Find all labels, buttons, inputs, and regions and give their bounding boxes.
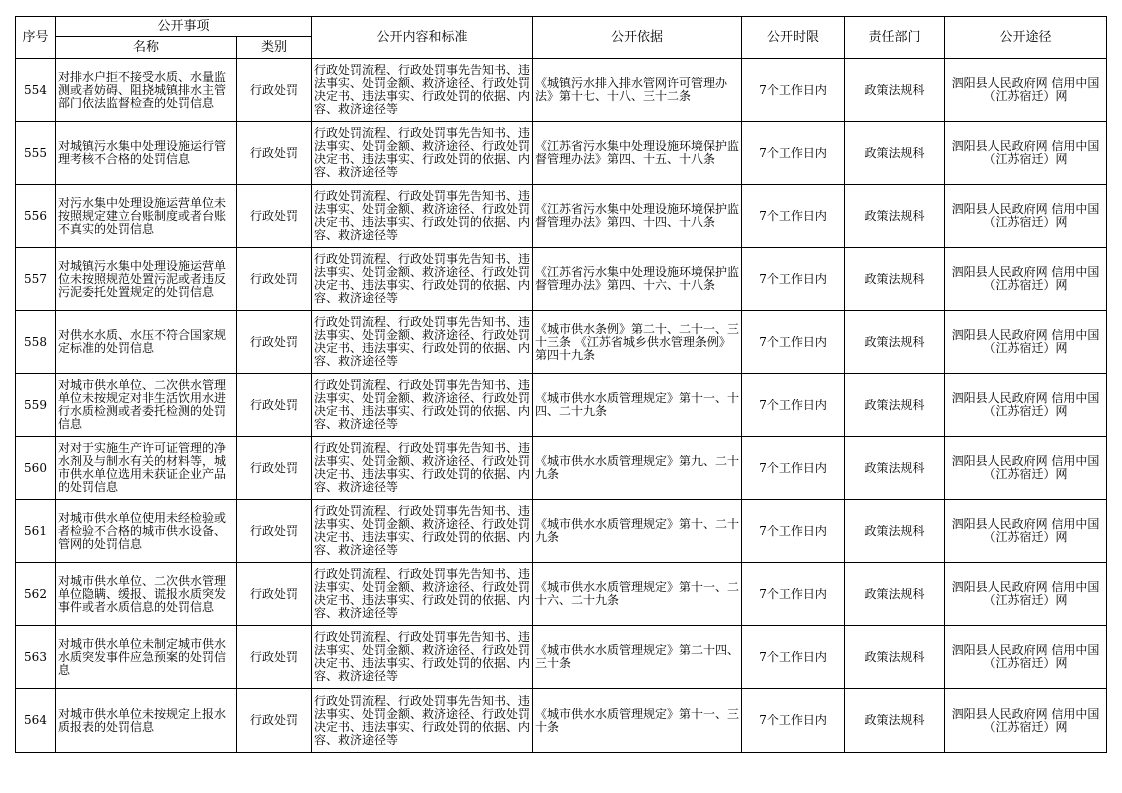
item-content [312,59,533,122]
item-basis [533,311,742,374]
item-channel [945,59,1107,122]
item-category [237,437,312,500]
row-number-text: 558 [24,335,47,349]
row-number [16,626,56,689]
item-channel-text: 泗阳县人民政府网 信用中国（江苏宿迁）网 [951,329,1100,355]
item-name [56,248,237,311]
item-category-text: 行政处罚 [250,650,299,664]
item-name-text: 对城市供水单位未按规定上报水质报表的处罚信息 [58,707,227,734]
item-content-text: 行政处罚流程、行政处罚事先告知书、违法事实、处罚金额、救济途径、行政处罚决定书、违法事实、行政处罚的依据、内容、救济途径等 [314,379,531,431]
header-channel: 公开途径 [945,17,1107,59]
item-channel [945,626,1107,689]
item-channel-text: 泗阳县人民政府网 信用中国（江苏宿迁）网 [951,644,1100,670]
item-content-text: 行政处罚流程、行政处罚事先告知书、违法事实、处罚金额、救济途径、行政处罚决定书、违法事实、行政处罚的依据、内容、救济途径等 [314,694,531,747]
row-number-text: 556 [24,209,47,223]
item-department [845,311,945,374]
item-time-limit-text: 7个工作日内 [759,650,827,664]
row-number [16,374,56,437]
item-content [312,689,533,753]
item-content-text: 行政处罚流程、行政处罚事先告知书、违法事实、处罚金额、救济途径、行政处罚决定书、违法事实、行政处罚的依据、内容、救济途径等 [314,316,531,368]
row-number-text: 564 [24,714,47,727]
item-name-text: 对城市供水单位使用未经检验或者检验不合格的城市供水设备、管网的处罚信息 [58,511,227,551]
table-body [16,59,1107,753]
row-number-text: 563 [24,650,47,664]
item-basis-text: 《城市供水水质管理规定》第十一、十四、二十九条 [535,392,740,418]
item-content-text: 行政处罚流程、行政处罚事先告知书、违法事实、处罚金额、救济途径、行政处罚决定书、违法事实、行政处罚的依据、内容、救济途径等 [314,505,531,557]
table-row [16,500,1107,563]
item-content-text: 行政处罚流程、行政处罚事先告知书、违法事实、处罚金额、救济途径、行政处罚决定书、违法事实、行政处罚的依据、内容、救济途径等 [314,127,531,179]
table-row [16,59,1107,122]
item-category [237,374,312,437]
item-channel [945,248,1107,311]
header-public-item: 公开事项 [56,17,312,37]
item-basis [533,59,742,122]
item-department [845,122,945,185]
item-category-text: 行政处罚 [250,146,299,160]
item-content [312,185,533,248]
item-department [845,437,945,500]
item-channel-text: 泗阳县人民政府网 信用中国（江苏宿迁）网 [951,266,1100,292]
header-basis: 公开依据 [533,17,742,59]
item-department [845,59,945,122]
item-time-limit-text: 7个工作日内 [759,83,827,97]
item-time-limit-text: 7个工作日内 [759,714,827,727]
item-department-text: 政策法规科 [864,272,925,286]
item-content-text: 行政处罚流程、行政处罚事先告知书、违法事实、处罚金额、救济途径、行政处罚决定书、违法事实、行政处罚的依据、内容、救济途径等 [314,253,531,305]
item-time-limit [742,689,845,753]
item-time-limit-text: 7个工作日内 [759,398,827,412]
item-department-text: 政策法规科 [864,587,925,601]
row-number [16,185,56,248]
item-name [56,437,237,500]
item-channel-text: 泗阳县人民政府网 信用中国（江苏宿迁）网 [951,581,1100,607]
header-content: 公开内容和标准 [312,17,533,59]
item-basis [533,626,742,689]
item-channel [945,437,1107,500]
item-basis-text: 《城镇污水排入排水管网许可管理办法》第十七、十八、三十二条 [535,77,728,103]
table-row [16,437,1107,500]
item-name [56,185,237,248]
row-number-text: 559 [24,398,47,412]
item-time-limit-text: 7个工作日内 [759,524,827,538]
item-time-limit [742,248,845,311]
item-category [237,248,312,311]
table-row [16,248,1107,311]
item-channel-text: 泗阳县人民政府网 信用中国（江苏宿迁）网 [951,140,1100,166]
item-category-text: 行政处罚 [250,209,299,223]
item-channel [945,311,1107,374]
item-time-limit [742,311,845,374]
item-time-limit [742,122,845,185]
table-row [16,311,1107,374]
item-basis [533,563,742,626]
item-department [845,185,945,248]
item-category-text: 行政处罚 [250,398,299,412]
item-basis-text: 《城市供水水质管理规定》第二十四、三十条 [535,644,740,670]
item-basis [533,248,742,311]
item-category-text: 行政处罚 [250,461,299,475]
item-content [312,122,533,185]
row-number [16,500,56,563]
item-department [845,500,945,563]
item-category-text: 行政处罚 [250,83,299,97]
row-number-text: 554 [24,83,47,97]
header-seq: 序号 [16,17,56,59]
item-basis [533,122,742,185]
item-department-text: 政策法规科 [864,714,925,727]
item-channel [945,374,1107,437]
item-category [237,563,312,626]
item-time-limit [742,626,845,689]
item-content [312,500,533,563]
item-category-text: 行政处罚 [250,272,299,286]
item-time-limit-text: 7个工作日内 [759,335,827,349]
row-number-text: 560 [24,461,47,475]
row-number [16,563,56,626]
item-name-text: 对供水水质、水压不符合国家规定标准的处罚信息 [58,329,227,355]
item-category-text: 行政处罚 [250,587,299,601]
item-department [845,248,945,311]
item-basis-text: 《江苏省污水集中处理设施环境保护监督管理办法》第四、十四、十八条 [535,203,740,229]
item-name-text: 对城市供水单位、二次供水管理单位未按规定对非生活饮用水进行水质检测或者委托检测的处罚信息 [58,379,227,431]
item-name-text: 对城市供水单位未制定城市供水水质突发事件应急预案的处罚信息 [58,637,227,677]
row-number [16,122,56,185]
item-department-text: 政策法规科 [864,335,925,349]
table-row [16,563,1107,626]
item-content-text: 行政处罚流程、行政处罚事先告知书、违法事实、处罚金额、救济途径、行政处罚决定书、违法事实、行政处罚的依据、内容、救济途径等 [314,64,531,116]
item-name [56,500,237,563]
item-name [56,689,237,753]
item-category [237,311,312,374]
item-name [56,626,237,689]
item-basis-text: 《城市供水水质管理规定》第九、二十九条 [535,455,740,481]
table-row [16,374,1107,437]
item-basis-text: 《江苏省污水集中处理设施环境保护监督管理办法》第四、十六、十八条 [535,266,740,292]
item-channel-text: 泗阳县人民政府网 信用中国（江苏宿迁）网 [951,203,1100,229]
item-channel-text: 泗阳县人民政府网 信用中国（江苏宿迁）网 [951,707,1100,734]
item-category [237,185,312,248]
header-time-limit: 公开时限 [742,17,845,59]
item-name [56,374,237,437]
row-number [16,689,56,753]
disclosure-table [15,16,1107,753]
item-channel [945,689,1107,753]
item-time-limit-text: 7个工作日内 [759,587,827,601]
item-channel [945,122,1107,185]
item-channel [945,500,1107,563]
table-row [16,689,1107,753]
item-name-text: 对城市供水单位、二次供水管理单位隐瞒、缓报、谎报水质突发事件或者水质信息的处罚信息 [58,574,227,614]
row-number [16,248,56,311]
item-name [56,311,237,374]
item-name-text: 对城镇污水集中处理设施运行管理考核不合格的处罚信息 [58,140,227,166]
item-department-text: 政策法规科 [864,209,925,223]
item-department [845,563,945,626]
item-basis [533,500,742,563]
item-department-text: 政策法规科 [864,650,925,664]
item-basis [533,689,742,753]
item-channel-text: 泗阳县人民政府网 信用中国（江苏宿迁）网 [951,77,1100,103]
item-time-limit [742,500,845,563]
item-channel-text: 泗阳县人民政府网 信用中国（江苏宿迁）网 [951,392,1100,418]
item-time-limit-text: 7个工作日内 [759,461,827,475]
item-basis-text: 《城市供水水质管理规定》第十一、三十条 [535,707,740,734]
item-category [237,689,312,753]
item-basis-text: 《江苏省污水集中处理设施环境保护监督管理办法》第四、十五、十八条 [535,140,740,166]
row-number [16,59,56,122]
row-number-text: 561 [24,524,47,538]
item-channel [945,563,1107,626]
item-name [56,59,237,122]
item-content [312,626,533,689]
item-name-text: 对排水户拒不接受水质、水量监测或者妨碍、阻挠城镇排水主管部门依法监督检查的处罚信息 [58,70,227,110]
table-row [16,185,1107,248]
row-number-text: 557 [24,272,47,286]
item-basis-text: 《城市供水水质管理规定》第十一、二十六、二十九条 [535,581,740,607]
item-department [845,626,945,689]
item-category-text: 行政处罚 [250,335,299,349]
table-row [16,122,1107,185]
item-content-text: 行政处罚流程、行政处罚事先告知书、违法事实、处罚金额、救济途径、行政处罚决定书、违法事实、行政处罚的依据、内容、救济途径等 [314,442,531,494]
item-time-limit [742,185,845,248]
row-number [16,311,56,374]
header-department: 责任部门 [845,17,945,59]
item-content [312,437,533,500]
item-time-limit [742,374,845,437]
item-name [56,122,237,185]
item-channel [945,185,1107,248]
table-row [16,626,1107,689]
row-number [16,437,56,500]
row-number-text: 555 [24,146,47,160]
item-content [312,248,533,311]
header-category: 类别 [237,37,312,59]
item-category [237,122,312,185]
item-basis [533,437,742,500]
item-channel-text: 泗阳县人民政府网 信用中国（江苏宿迁）网 [951,455,1100,481]
item-department-text: 政策法规科 [864,524,925,538]
item-content-text: 行政处罚流程、行政处罚事先告知书、违法事实、处罚金额、救济途径、行政处罚决定书、违法事实、行政处罚的依据、内容、救济途径等 [314,190,531,242]
item-channel-text: 泗阳县人民政府网 信用中国（江苏宿迁）网 [951,518,1100,544]
item-content [312,311,533,374]
item-department-text: 政策法规科 [864,83,925,97]
item-time-limit [742,563,845,626]
item-department [845,689,945,753]
item-department-text: 政策法规科 [864,461,925,475]
item-time-limit-text: 7个工作日内 [759,209,827,223]
item-content [312,374,533,437]
item-name [56,563,237,626]
item-basis [533,185,742,248]
item-category-text: 行政处罚 [250,714,299,727]
item-name-text: 对污水集中处理设施运营单位未按照规定建立台账制度或者台账不真实的处罚信息 [58,196,227,236]
item-basis-text: 《城市供水条例》第二十、二十一、三十三条 《江苏省城乡供水管理条例》第四十九条 [535,322,740,362]
item-category-text: 行政处罚 [250,524,299,538]
item-category [237,500,312,563]
header-name: 名称 [56,37,237,59]
item-content-text: 行政处罚流程、行政处罚事先告知书、违法事实、处罚金额、救济途径、行政处罚决定书、违法事实、行政处罚的依据、内容、救济途径等 [314,631,531,683]
item-content [312,563,533,626]
item-time-limit [742,59,845,122]
item-category [237,59,312,122]
item-department-text: 政策法规科 [864,146,925,160]
item-content-text: 行政处罚流程、行政处罚事先告知书、违法事实、处罚金额、救济途径、行政处罚决定书、违法事实、行政处罚的依据、内容、救济途径等 [314,568,531,620]
item-time-limit-text: 7个工作日内 [759,146,827,160]
item-basis-text: 《城市供水水质管理规定》第十、二十九条 [535,518,740,544]
item-time-limit [742,437,845,500]
item-time-limit-text: 7个工作日内 [759,272,827,286]
row-number-text: 562 [24,587,47,601]
item-name-text: 对城镇污水集中处理设施运营单位未按照规范处置污泥或者违反污泥委托处置规定的处罚信息 [58,259,227,299]
item-category [237,626,312,689]
item-name-text: 对对于实施生产许可证管理的净水剂及与制水有关的材料等，城市供水单位选用未获证企业产品的处罚信息 [58,442,227,494]
item-department-text: 政策法规科 [864,398,925,412]
item-department [845,374,945,437]
item-basis [533,374,742,437]
